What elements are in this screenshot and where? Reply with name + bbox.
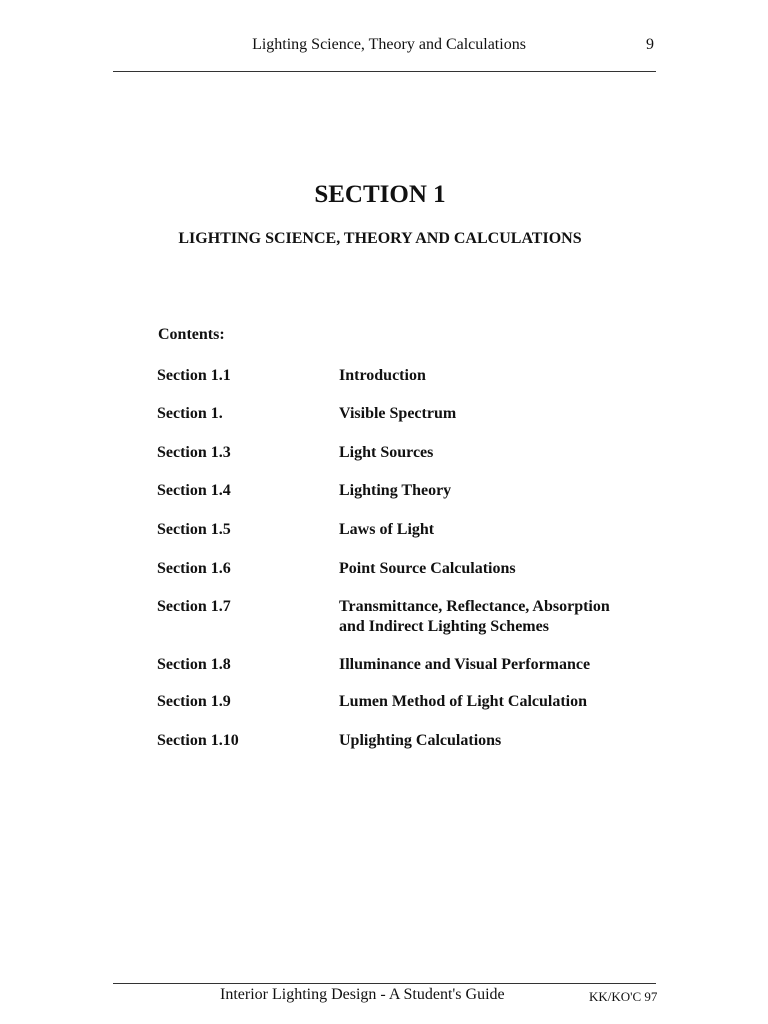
page-number: 9 — [646, 36, 654, 53]
toc-section-title: Lumen Method of Light Calculation — [339, 693, 588, 710]
toc-section-title-line: and Indirect Lighting Schemes — [339, 618, 549, 635]
toc-section-title: Laws of Light — [339, 521, 435, 538]
toc-section-title: Light Sources — [339, 444, 434, 461]
toc-section-title: Introduction — [339, 367, 426, 384]
running-header-title: Lighting Science, Theory and Calculations — [252, 36, 526, 53]
toc-section-number: Section 1.1 — [157, 367, 231, 384]
toc-section-number: Section 1.5 — [157, 521, 231, 538]
toc-section-number: Section 1.7 — [157, 598, 231, 615]
header-rule — [113, 71, 656, 72]
footer-code: KK/KO'C 97 — [589, 989, 658, 1004]
toc-section-title: Point Source Calculations — [339, 560, 516, 577]
toc-section-title: Uplighting Calculations — [339, 732, 502, 749]
toc-section-number: Section 1.6 — [157, 560, 231, 577]
footer-title: Interior Lighting Design - A Student's Guide — [220, 986, 505, 1003]
toc-section-number: Section 1.10 — [157, 732, 239, 749]
toc-section-number: Section 1.8 — [157, 656, 231, 673]
footer-rule — [113, 983, 656, 984]
toc-section-number: Section 1.3 — [157, 444, 231, 461]
toc-section-title: Lighting Theory — [339, 482, 452, 499]
section-heading: SECTION 1 — [314, 181, 446, 208]
toc-section-title — [339, 597, 639, 637]
contents-label: Contents: — [158, 326, 225, 343]
toc-section-title: Illuminance and Visual Performance — [339, 656, 591, 673]
toc-section-number: Section 1. — [157, 405, 223, 422]
toc-section-number: Section 1.4 — [157, 482, 231, 499]
toc-section-title: Visible Spectrum — [339, 405, 457, 422]
section-subtitle: LIGHTING SCIENCE, THEORY AND CALCULATIONS — [178, 230, 582, 247]
toc-section-number: Section 1.9 — [157, 693, 231, 710]
toc-section-title-line: Transmittance, Reflectance, Absorption — [339, 598, 610, 615]
